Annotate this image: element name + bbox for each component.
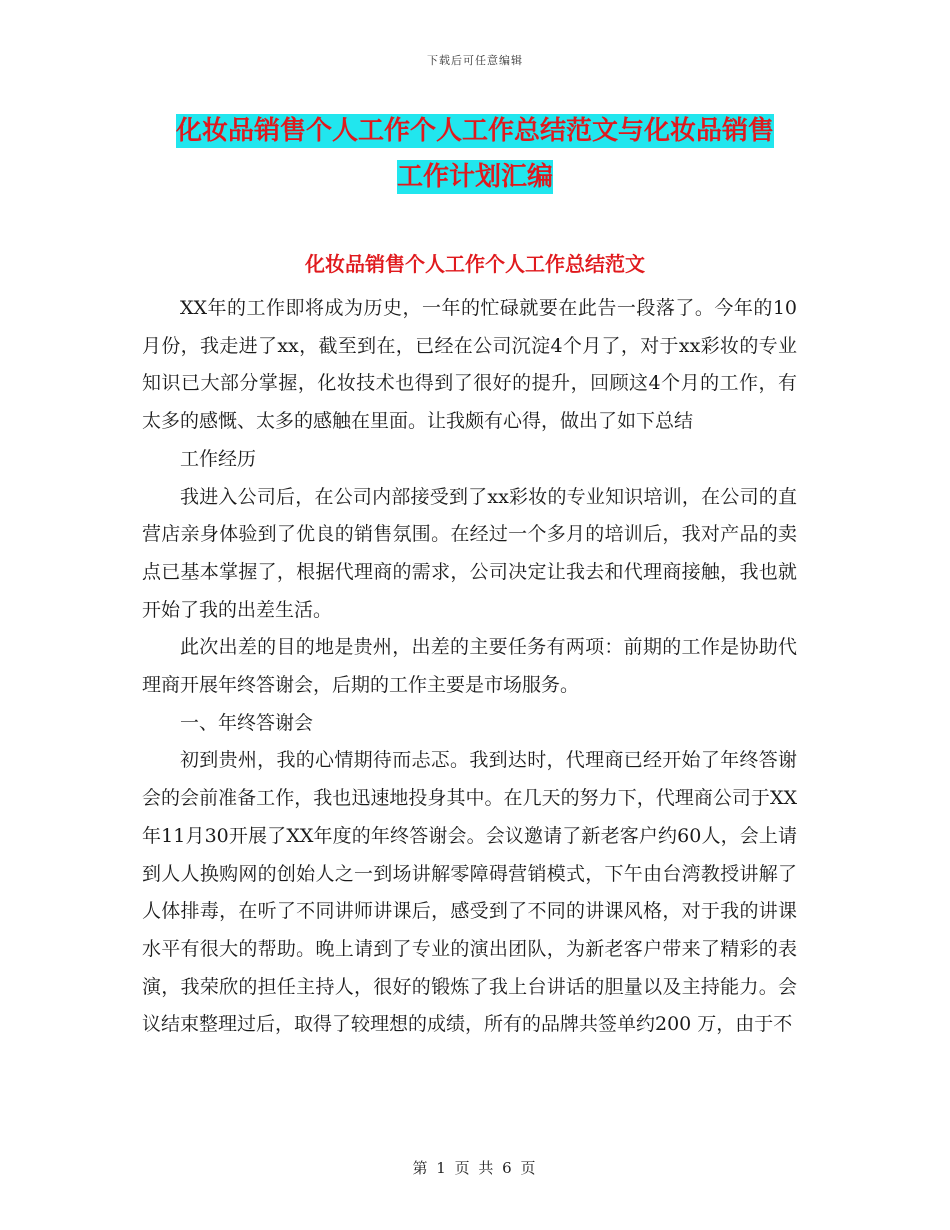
paragraph: 我进入公司后，在公司内部接受到了xx彩妆的专业知识培训，在公司的直营店亲身体验到了优良的销售氛围。在经过一个多月的培训后，我对产品的卖点已基本掌握了，根据代理商的需求，公司决定让我去和代理商接触，我也就开始了我的出差生活。 <box>142 485 797 621</box>
document-title-line1: 化妆品销售个人工作个人工作总结范文与化妆品销售 <box>175 116 774 146</box>
paragraph: 此次出差的目的地是贵州，出差的主要任务有两项：前期的工作是协助代理商开展年终答谢会，后期的工作主要是市场服务。 <box>142 636 797 697</box>
paragraph: 初到贵州，我的心情期待而忐忑。我到达时，代理商已经开始了年终答谢会的会前准备工作，我也迅速地投身其中。在几天的努力下，代理商公司于XX年11月30开展了XX年度的年终答谢会。会议邀请了新老客户约60人，会上请到人人换购网的创始人之一到场讲解零障碍营销模式，下午由台湾教授讲解了人体排毒，在听了不同讲师讲课后，感受到了不同的讲课风格，对于我的讲课水平有很大的帮助。晚上请到了专业的演出团队，为新老客户带来了精彩的表演，我荣欣的担任主持人，很好的锻炼了我上台讲话的胆量以及主持能力。会议结束整理过后，取得了较理想的成绩，所有的品牌共签单约200 万，由于不 <box>142 749 797 1036</box>
header-note: 下载后可任意编辑 <box>427 54 523 67</box>
section-title: 化妆品销售个人工作个人工作总结范文 <box>305 252 645 276</box>
paragraph: XX年的工作即将成为历史，一年的忙碌就要在此告一段落了。今年的10月份，我走进了xx，截至到在，已经在公司沉淀4个月了，对于xx彩妆的专业知识已大部分掌握，化妆技术也得到了很好的提升，回顾这4个月的工作，有太多的感慨、太多的感触在里面。让我颇有心得，做出了如下总结 <box>142 297 797 433</box>
document-title-line2: 工作计划汇编 <box>396 162 553 192</box>
paragraph-heading: 工作经历 <box>180 447 257 470</box>
document-title <box>140 108 810 200</box>
paragraph-heading: 一、年终答谢会 <box>180 711 314 734</box>
body-text <box>142 290 797 1044</box>
page-number-footer: 第 1 页 共 6 页 <box>412 1159 538 1177</box>
